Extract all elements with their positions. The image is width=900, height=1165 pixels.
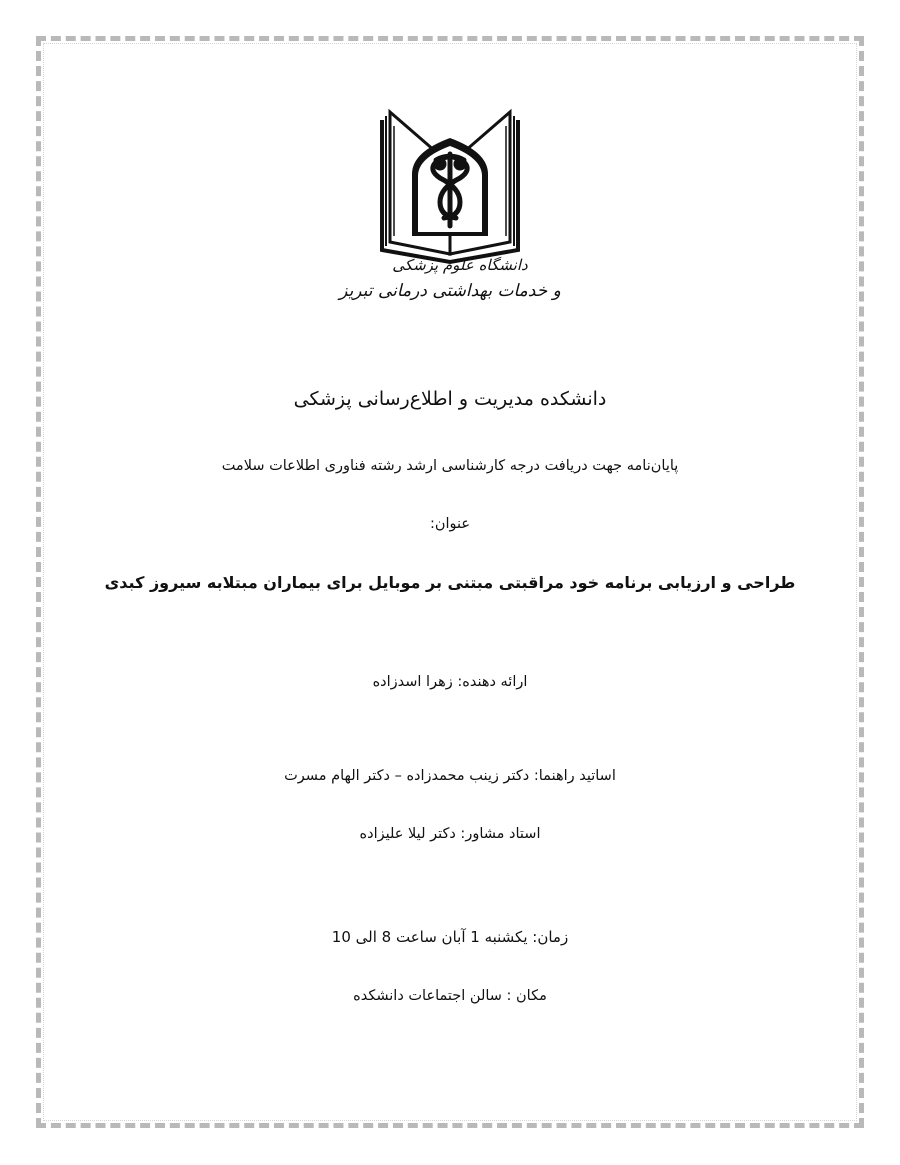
logo-caption-line2: و خدمات بهداشتی درمانی تبریز (339, 281, 561, 301)
time-line: زمان: یکشنبه 1 آبان ساعت 8 الی 10 (331, 928, 569, 946)
thesis-title: طراحی و ارزیابی برنامه خود مراقبتی مبتنی بر موبایل برای بیماران مبتلابه سیروز کبدی (104, 573, 796, 592)
title-label: عنوان: (429, 516, 471, 532)
place-line: مکان : سالن اجتماعات دانشکده (353, 988, 547, 1004)
presenter-line: ارائه دهنده: زهرا اسدزاده (372, 674, 528, 690)
logo-caption-line1: دانشگاه علوم پزشکی (392, 256, 528, 274)
degree-line: پایان‌نامه جهت دریافت درجه کارشناسی ارشد رشته فناوری اطلاعات سلامت (221, 458, 679, 474)
university-logo (339, 104, 561, 310)
faculty-name: دانشکده مدیریت و اطلاع‌رسانی پزشکی (293, 388, 607, 410)
advisor-line: استاد مشاور: دکتر لیلا علیزاده (359, 826, 541, 842)
supervisors-line: اساتید راهنما: دکتر زینب محمدزاده – دکتر الهام مسرت (284, 768, 616, 784)
